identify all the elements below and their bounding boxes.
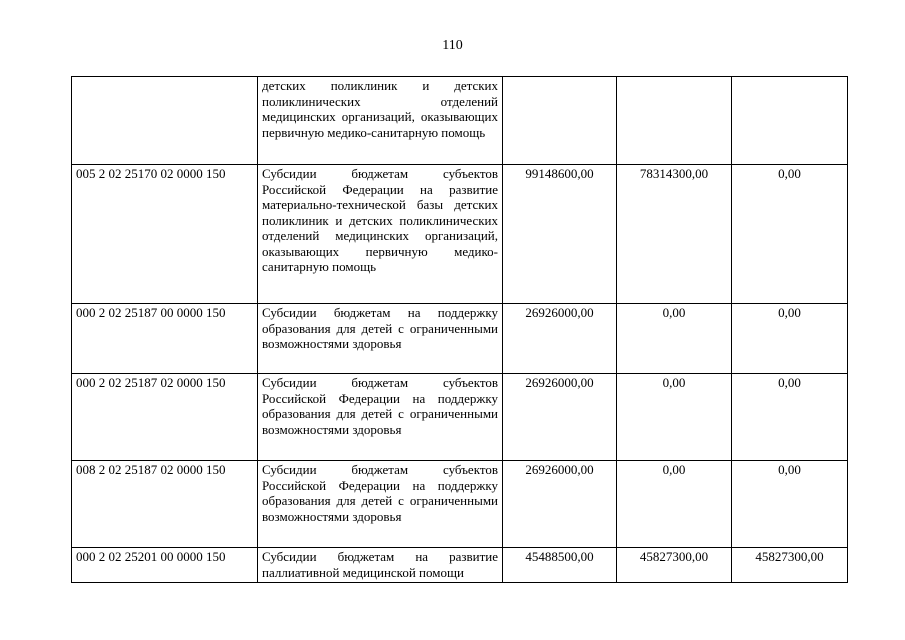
budget-code-cell: 000 2 02 25187 02 0000 150 [72, 374, 258, 461]
amount-cell-2: 45827300,00 [617, 548, 732, 583]
amount-cell-3: 0,00 [732, 165, 848, 304]
amount-cell-3 [732, 77, 848, 165]
budget-code-cell: 000 2 02 25187 00 0000 150 [72, 304, 258, 374]
table-row [72, 165, 848, 304]
amount-cell-2: 0,00 [617, 374, 732, 461]
description-cell: детских поликлиник и детских поликлинических отделений медицинских организаций, оказывающих первичную медико-санитарную помощь [258, 77, 503, 165]
table-row [72, 461, 848, 548]
description-cell: Субсидии бюджетам на развитие паллиативной медицинской помощи [258, 548, 503, 583]
table-row [72, 548, 848, 583]
budget-table [71, 76, 848, 583]
description-cell: Субсидии бюджетам субъектов Российской Федерации на поддержку образования для детей с ограниченными возможностями здоровья [258, 461, 503, 548]
amount-cell-2: 0,00 [617, 461, 732, 548]
page-number: 110 [442, 38, 463, 53]
amount-cell-1: 26926000,00 [503, 304, 617, 374]
amount-cell-3: 0,00 [732, 461, 848, 548]
amount-cell-3: 0,00 [732, 304, 848, 374]
amount-cell-1: 99148600,00 [503, 165, 617, 304]
description-cell: Субсидии бюджетам субъектов Российской Федерации на поддержку образования для детей с ограниченными возможностями здоровья [258, 374, 503, 461]
amount-cell-2 [617, 77, 732, 165]
budget-code-cell: 008 2 02 25187 02 0000 150 [72, 461, 258, 548]
amount-cell-1: 45488500,00 [503, 548, 617, 583]
description-cell: Субсидии бюджетам субъектов Российской Федерации на развитие материально-технической базы детских поликлиник и детских поликлинических отделений медицинских организаций, оказывающих первичную медико-санитарную помощь [258, 165, 503, 304]
table-row [72, 77, 848, 165]
amount-cell-1: 26926000,00 [503, 374, 617, 461]
amount-cell-3: 45827300,00 [732, 548, 848, 583]
amount-cell-3: 0,00 [732, 374, 848, 461]
budget-code-cell: 005 2 02 25170 02 0000 150 [72, 165, 258, 304]
table-row [72, 304, 848, 374]
amount-cell-1 [503, 77, 617, 165]
amount-cell-1: 26926000,00 [503, 461, 617, 548]
amount-cell-2: 78314300,00 [617, 165, 732, 304]
amount-cell-2: 0,00 [617, 304, 732, 374]
table-row [72, 374, 848, 461]
budget-code-cell: 000 2 02 25201 00 0000 150 [72, 548, 258, 583]
budget-code-cell [72, 77, 258, 165]
description-cell: Субсидии бюджетам на поддержку образования для детей с ограниченными возможностями здоровья [258, 304, 503, 374]
